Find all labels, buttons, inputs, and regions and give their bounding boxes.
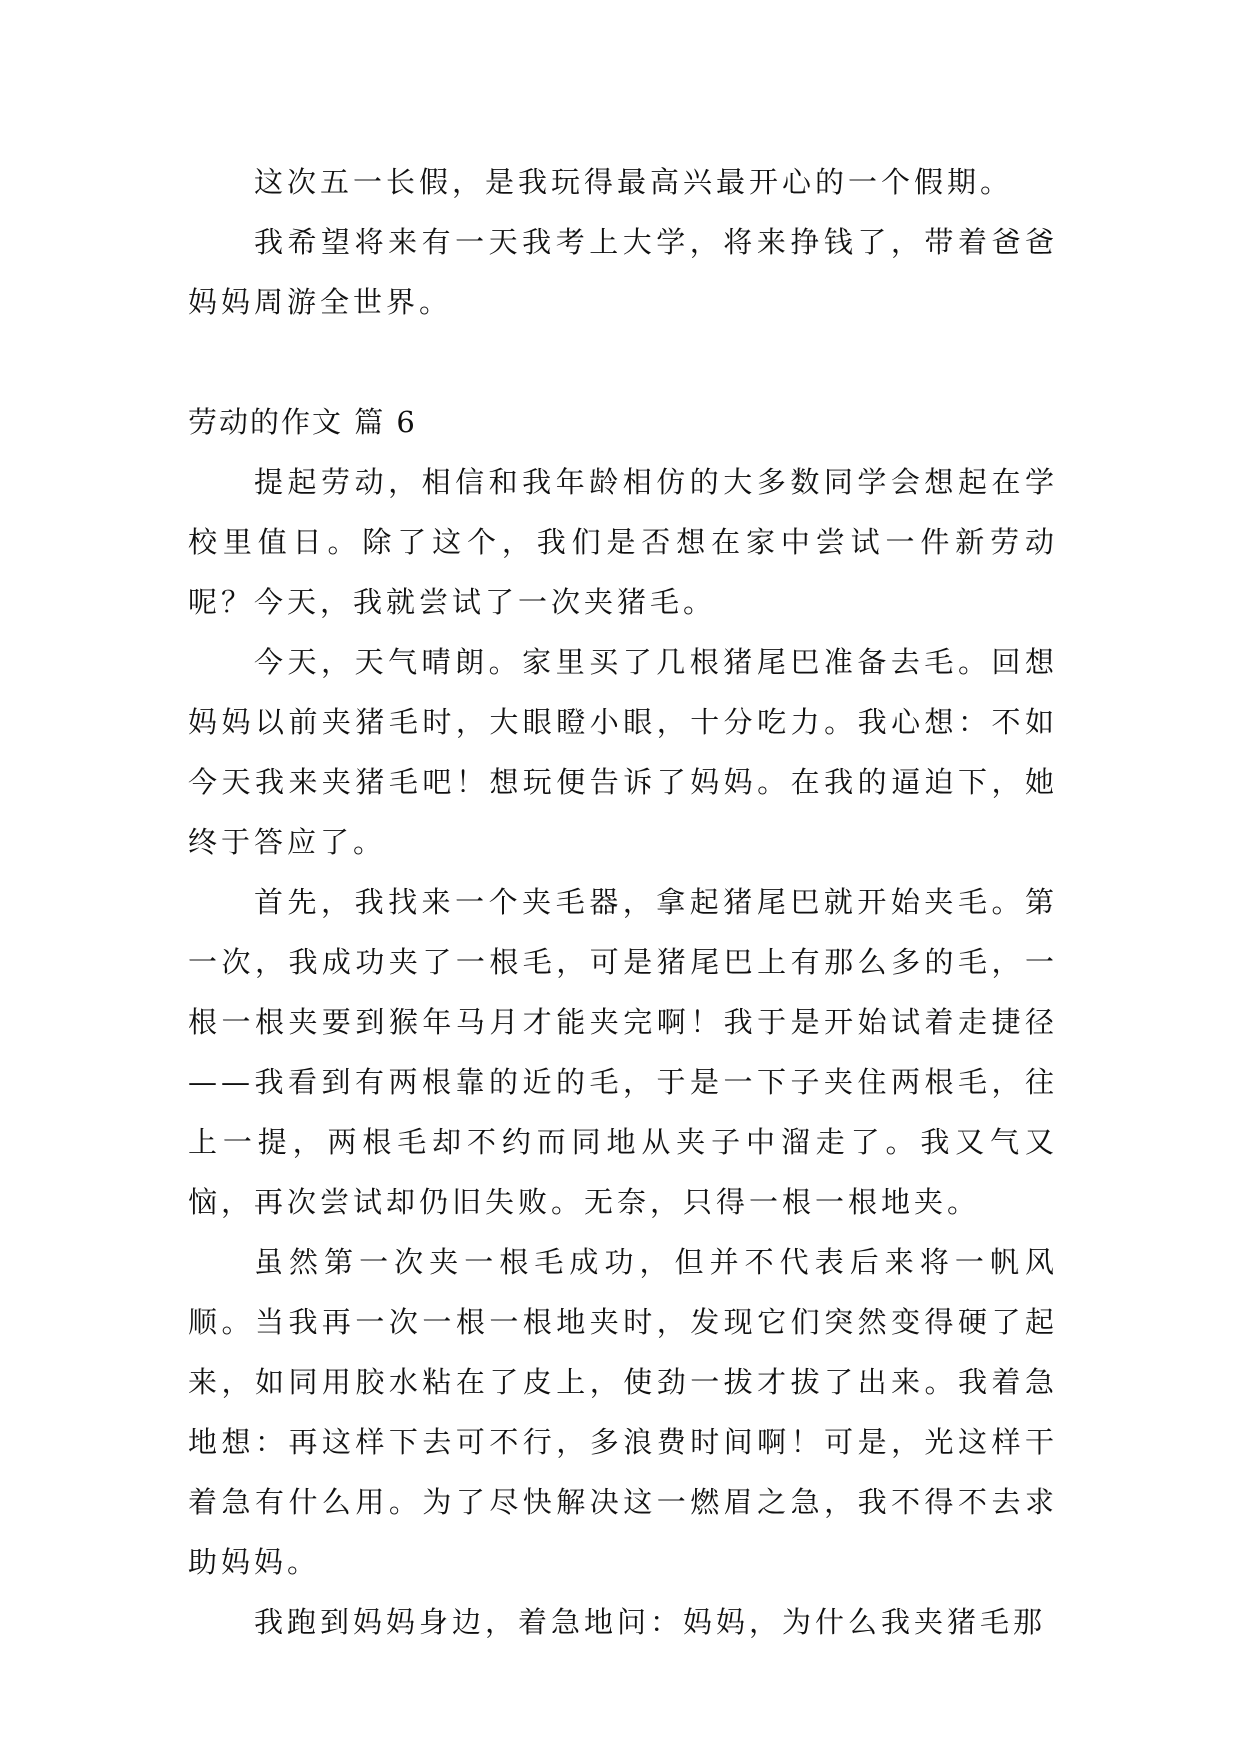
- paragraph: 我跑到妈妈身边，着急地问：妈妈，为什么我夹猪毛那: [254, 1605, 1047, 1639]
- paragraph: 首先，我找来一个夹毛器，拿起猪尾巴就开始夹毛。第一次，我成功夹了一根毛，可是猪尾巴上有那么多的毛，一根一根夹要到猴年马月才能夹完啊！我于是开始试着走捷径——我看到有两根靠的近的毛，于是一下子夹住两根毛，往上一提，两根毛却不约而同地从夹子中溜走了。我又气又恼，再次尝试却仍旧失败。无奈，只得一根一根地夹。: [188, 885, 1058, 1219]
- paragraph: 虽然第一次夹一根毛成功，但并不代表后来将一帆风顺。当我再一次一根一根地夹时，发现它们突然变得硬了起来，如同用胶水粘在了皮上，使劲一拔才拔了出来。我着急地想：再这样下去可不行，多浪费时间啊！可是，光这样干着急有什么用。为了尽快解决这一燃眉之急，我不得不去求助妈妈。: [188, 1245, 1058, 1579]
- paragraph: 提起劳动，相信和我年龄相仿的大多数同学会想起在学校里值日。除了这个，我们是否想在家中尝试一件新劳动呢？今天，我就尝试了一次夹猪毛。: [188, 465, 1058, 619]
- paragraph: 今天，天气晴朗。家里买了几根猪尾巴准备去毛。回想妈妈以前夹猪毛时，大眼瞪小眼，十分吃力。我心想：不如今天我来夹猪毛吧！想玩便告诉了妈妈。在我的逼迫下，她终于答应了。: [188, 645, 1058, 859]
- section-spacer: [188, 332, 1058, 392]
- paragraph: 这次五一长假，是我玩得最高兴最开心的一个假期。: [254, 165, 1014, 199]
- paragraph: 我希望将来有一天我考上大学，将来挣钱了，带着爸爸妈妈周游全世界。: [188, 225, 1058, 319]
- document-body: [188, 152, 1058, 1652]
- section-heading: 劳动的作文 篇 6: [188, 405, 417, 439]
